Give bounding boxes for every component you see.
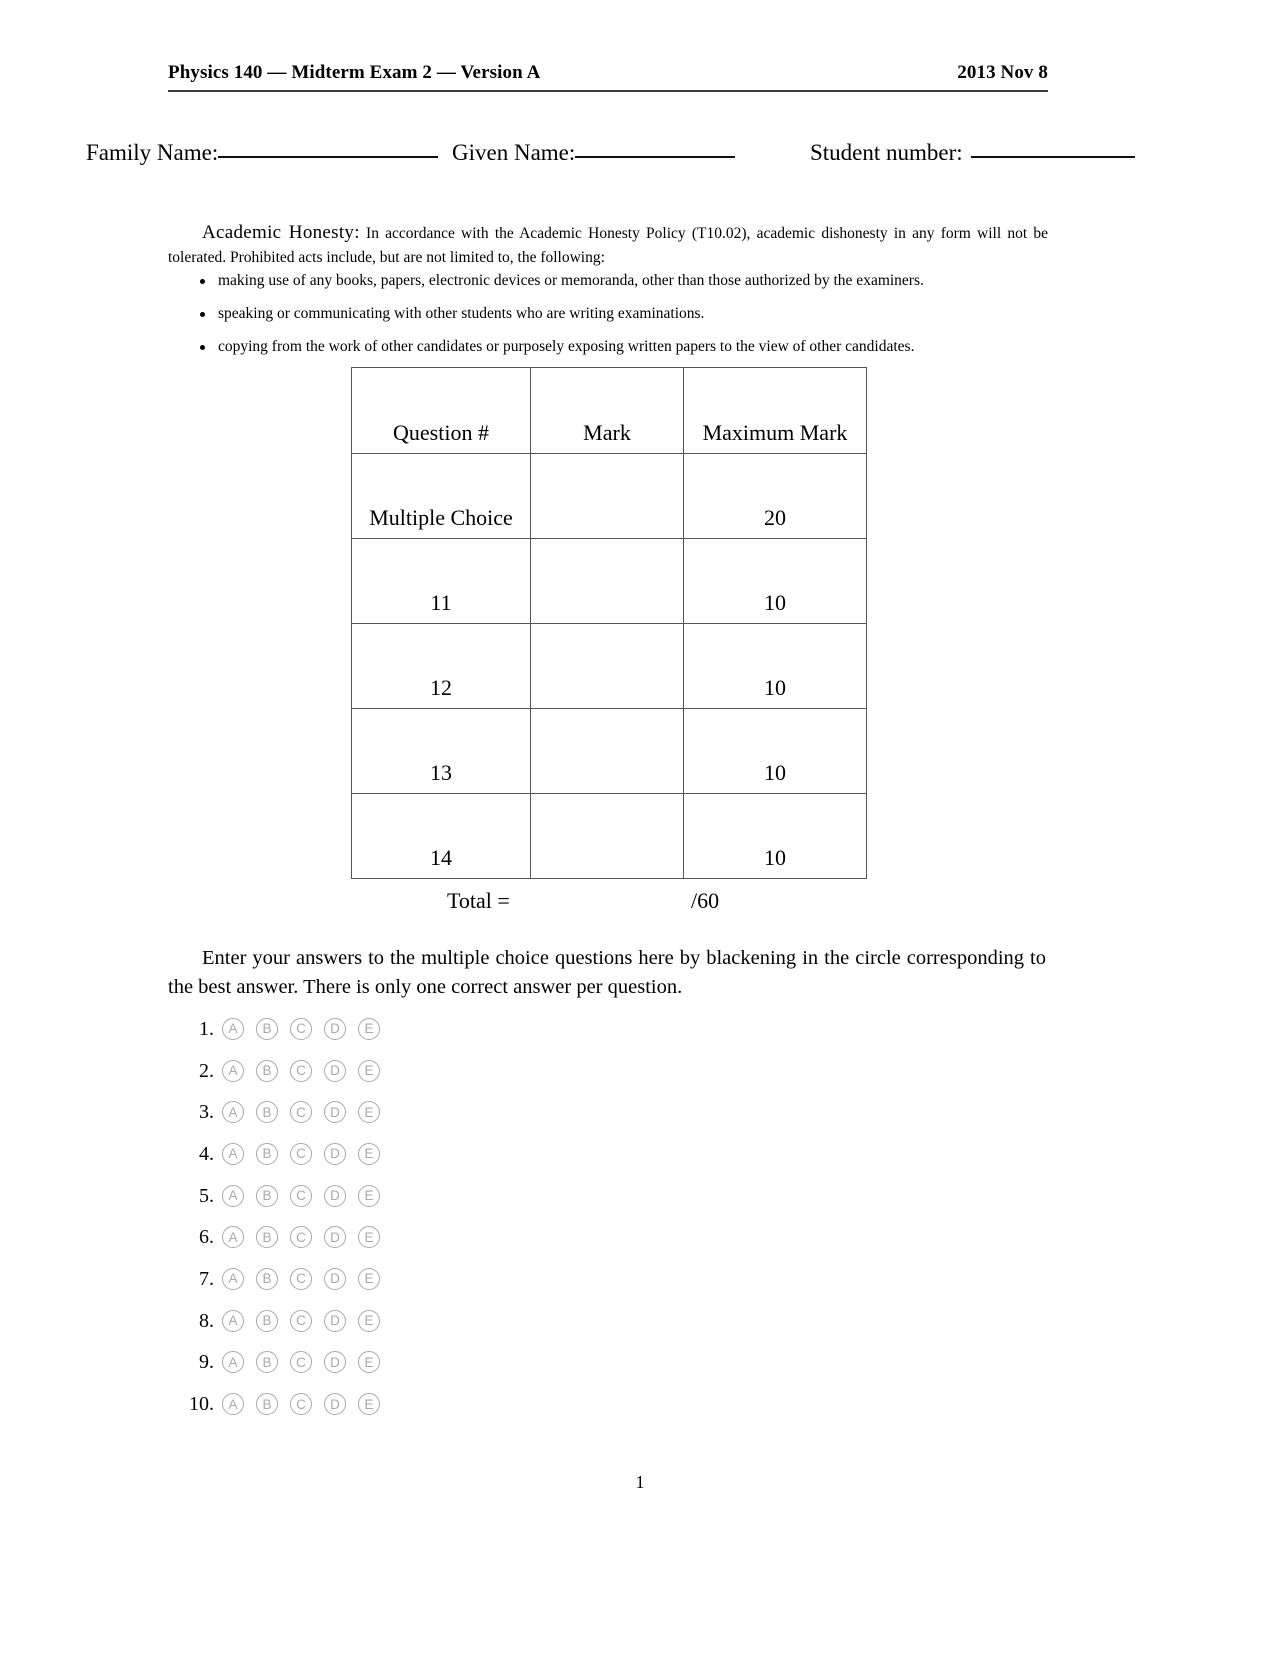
list-item — [168, 272, 1048, 291]
given-name-label: Given Name: — [452, 140, 576, 165]
bubble-10-b[interactable]: B — [256, 1393, 278, 1415]
column-header-question: Question # — [352, 368, 531, 454]
academic-honesty-section — [168, 220, 1048, 269]
student-number-field-group — [810, 140, 1135, 166]
column-header-maximum-mark: Maximum Mark — [684, 368, 867, 454]
bubble-10-d[interactable]: D — [324, 1393, 346, 1415]
exam-date: 2013 Nov 8 — [957, 62, 1048, 83]
question-number: 4. — [199, 1142, 214, 1165]
bullet-icon — [200, 279, 205, 284]
bubble-9-d[interactable]: D — [324, 1351, 346, 1373]
answer-instructions — [168, 944, 1046, 1002]
question-number: 8. — [199, 1309, 214, 1332]
bubble-2-e[interactable]: E — [358, 1060, 380, 1082]
bubble-7-e[interactable]: E — [358, 1268, 380, 1290]
prohibited-act-text: copying from the work of other candidates or purposely exposing written papers to the view of other candidates. — [218, 338, 915, 356]
bubble-1-d[interactable]: D — [324, 1018, 346, 1040]
bullet-icon — [200, 312, 205, 317]
answer-row-9 — [168, 1342, 568, 1384]
bubble-5-a[interactable]: A — [222, 1185, 244, 1207]
bubble-4-e[interactable]: E — [358, 1143, 380, 1165]
prohibited-act-text: speaking or communicating with other students who are writing examinations. — [218, 305, 705, 323]
answer-row-3 — [168, 1091, 568, 1133]
cell-mark[interactable] — [531, 709, 684, 794]
bubble-3-e[interactable]: E — [358, 1101, 380, 1123]
student-number-label: Student number: — [810, 140, 963, 165]
bubble-4-c[interactable]: C — [290, 1143, 312, 1165]
question-number: 10. — [189, 1393, 214, 1416]
answer-row-8 — [168, 1300, 568, 1342]
question-number: 6. — [199, 1226, 214, 1249]
bubble-8-c[interactable]: C — [290, 1310, 312, 1332]
bubble-6-c[interactable]: C — [290, 1226, 312, 1248]
answer-row-4 — [168, 1133, 568, 1175]
bubble-3-c[interactable]: C — [290, 1101, 312, 1123]
bubble-8-e[interactable]: E — [358, 1310, 380, 1332]
answer-row-10 — [168, 1383, 568, 1425]
bubble-6-d[interactable]: D — [324, 1226, 346, 1248]
cell-maximum: 10 — [684, 794, 867, 879]
family-name-field-group — [86, 140, 438, 166]
bubble-2-a[interactable]: A — [222, 1060, 244, 1082]
bubble-5-d[interactable]: D — [324, 1185, 346, 1207]
bubble-8-d[interactable]: D — [324, 1310, 346, 1332]
course-title: Physics 140 — Midterm Exam 2 — Version A — [168, 62, 541, 83]
page-header — [168, 62, 1048, 84]
list-item — [168, 305, 1048, 324]
list-item — [168, 338, 1048, 357]
bubble-4-d[interactable]: D — [324, 1143, 346, 1165]
page-number: 1 — [635, 1472, 645, 1492]
cell-mark[interactable] — [531, 794, 684, 879]
answer-row-5 — [168, 1175, 568, 1217]
academic-honesty-body: In accordance with the Academic Honesty Policy (T10.02), academic dishonesty in any form will not be tolerated. Prohibited acts include, but are not limited to, the following: — [168, 225, 1049, 266]
answer-row-7 — [168, 1258, 568, 1300]
answer-row-1 — [168, 1008, 568, 1050]
cell-question: 11 — [352, 539, 531, 624]
bubble-10-c[interactable]: C — [290, 1393, 312, 1415]
cell-maximum: 20 — [684, 454, 867, 539]
bubble-7-c[interactable]: C — [290, 1268, 312, 1290]
cell-maximum: 10 — [684, 539, 867, 624]
bubble-9-e[interactable]: E — [358, 1351, 380, 1373]
student-number-input[interactable] — [971, 146, 1135, 158]
bubble-6-e[interactable]: E — [358, 1226, 380, 1248]
family-name-label: Family Name: — [86, 140, 219, 165]
answer-bubble-sheet — [168, 1008, 568, 1425]
bubble-3-d[interactable]: D — [324, 1101, 346, 1123]
table-row — [352, 454, 867, 539]
bubble-9-a[interactable]: A — [222, 1351, 244, 1373]
cell-maximum: 10 — [684, 709, 867, 794]
cell-question: Multiple Choice — [352, 454, 531, 539]
cell-mark[interactable] — [531, 539, 684, 624]
bubble-1-b[interactable]: B — [256, 1018, 278, 1040]
answer-row-2 — [168, 1050, 568, 1092]
question-number: 3. — [199, 1101, 214, 1124]
bubble-3-a[interactable]: A — [222, 1101, 244, 1123]
question-number: 7. — [199, 1267, 214, 1290]
bubble-8-b[interactable]: B — [256, 1310, 278, 1332]
bubble-6-b[interactable]: B — [256, 1226, 278, 1248]
question-number: 2. — [199, 1059, 214, 1082]
bubble-4-a[interactable]: A — [222, 1143, 244, 1165]
prohibited-acts-list — [168, 272, 1048, 371]
bubble-1-e[interactable]: E — [358, 1018, 380, 1040]
academic-honesty-title: Academic Honesty: — [202, 222, 360, 243]
cell-question: 14 — [352, 794, 531, 879]
student-identity-line — [86, 140, 1196, 168]
bubble-7-b[interactable]: B — [256, 1268, 278, 1290]
bubble-6-a[interactable]: A — [222, 1226, 244, 1248]
bubble-10-a[interactable]: A — [222, 1393, 244, 1415]
cell-mark[interactable] — [531, 454, 684, 539]
bubble-2-d[interactable]: D — [324, 1060, 346, 1082]
total-label: Total = — [447, 888, 510, 913]
question-number: 1. — [199, 1017, 214, 1040]
bubble-10-e[interactable]: E — [358, 1393, 380, 1415]
total-row — [351, 888, 863, 918]
answer-row-6 — [168, 1216, 568, 1258]
given-name-field-group — [452, 140, 735, 166]
bubble-7-a[interactable]: A — [222, 1268, 244, 1290]
column-header-mark: Mark — [531, 368, 684, 454]
table-header-row — [352, 368, 867, 454]
bubble-9-b[interactable]: B — [256, 1351, 278, 1373]
cell-question: 13 — [352, 709, 531, 794]
marks-table — [351, 367, 867, 879]
family-name-input[interactable] — [218, 146, 438, 158]
bubble-8-a[interactable]: A — [222, 1310, 244, 1332]
bubble-1-a[interactable]: A — [222, 1018, 244, 1040]
cell-question: 12 — [352, 624, 531, 709]
bubble-5-b[interactable]: B — [256, 1185, 278, 1207]
table-row — [352, 794, 867, 879]
bubble-9-c[interactable]: C — [290, 1351, 312, 1373]
given-name-input[interactable] — [575, 146, 735, 158]
bullet-icon — [200, 345, 205, 350]
header-divider — [168, 90, 1048, 92]
total-maximum: /60 — [691, 888, 720, 913]
bubble-3-b[interactable]: B — [256, 1101, 278, 1123]
table-row — [352, 709, 867, 794]
answer-instructions-text: Enter your answers to the multiple choice questions here by blackening in the circle corresponding to the best answer. There is only one correct answer per question. — [168, 947, 1046, 999]
bubble-5-c[interactable]: C — [290, 1185, 312, 1207]
question-number: 5. — [199, 1184, 214, 1207]
cell-maximum: 10 — [684, 624, 867, 709]
bubble-4-b[interactable]: B — [256, 1143, 278, 1165]
bubble-7-d[interactable]: D — [324, 1268, 346, 1290]
table-row — [352, 624, 867, 709]
cell-mark[interactable] — [531, 624, 684, 709]
question-number: 9. — [199, 1351, 214, 1374]
bubble-1-c[interactable]: C — [290, 1018, 312, 1040]
bubble-5-e[interactable]: E — [358, 1185, 380, 1207]
bubble-2-b[interactable]: B — [256, 1060, 278, 1082]
bubble-2-c[interactable]: C — [290, 1060, 312, 1082]
table-row — [352, 539, 867, 624]
prohibited-act-text: making use of any books, papers, electronic devices or memoranda, other than those authorized by the examiners. — [218, 272, 924, 289]
